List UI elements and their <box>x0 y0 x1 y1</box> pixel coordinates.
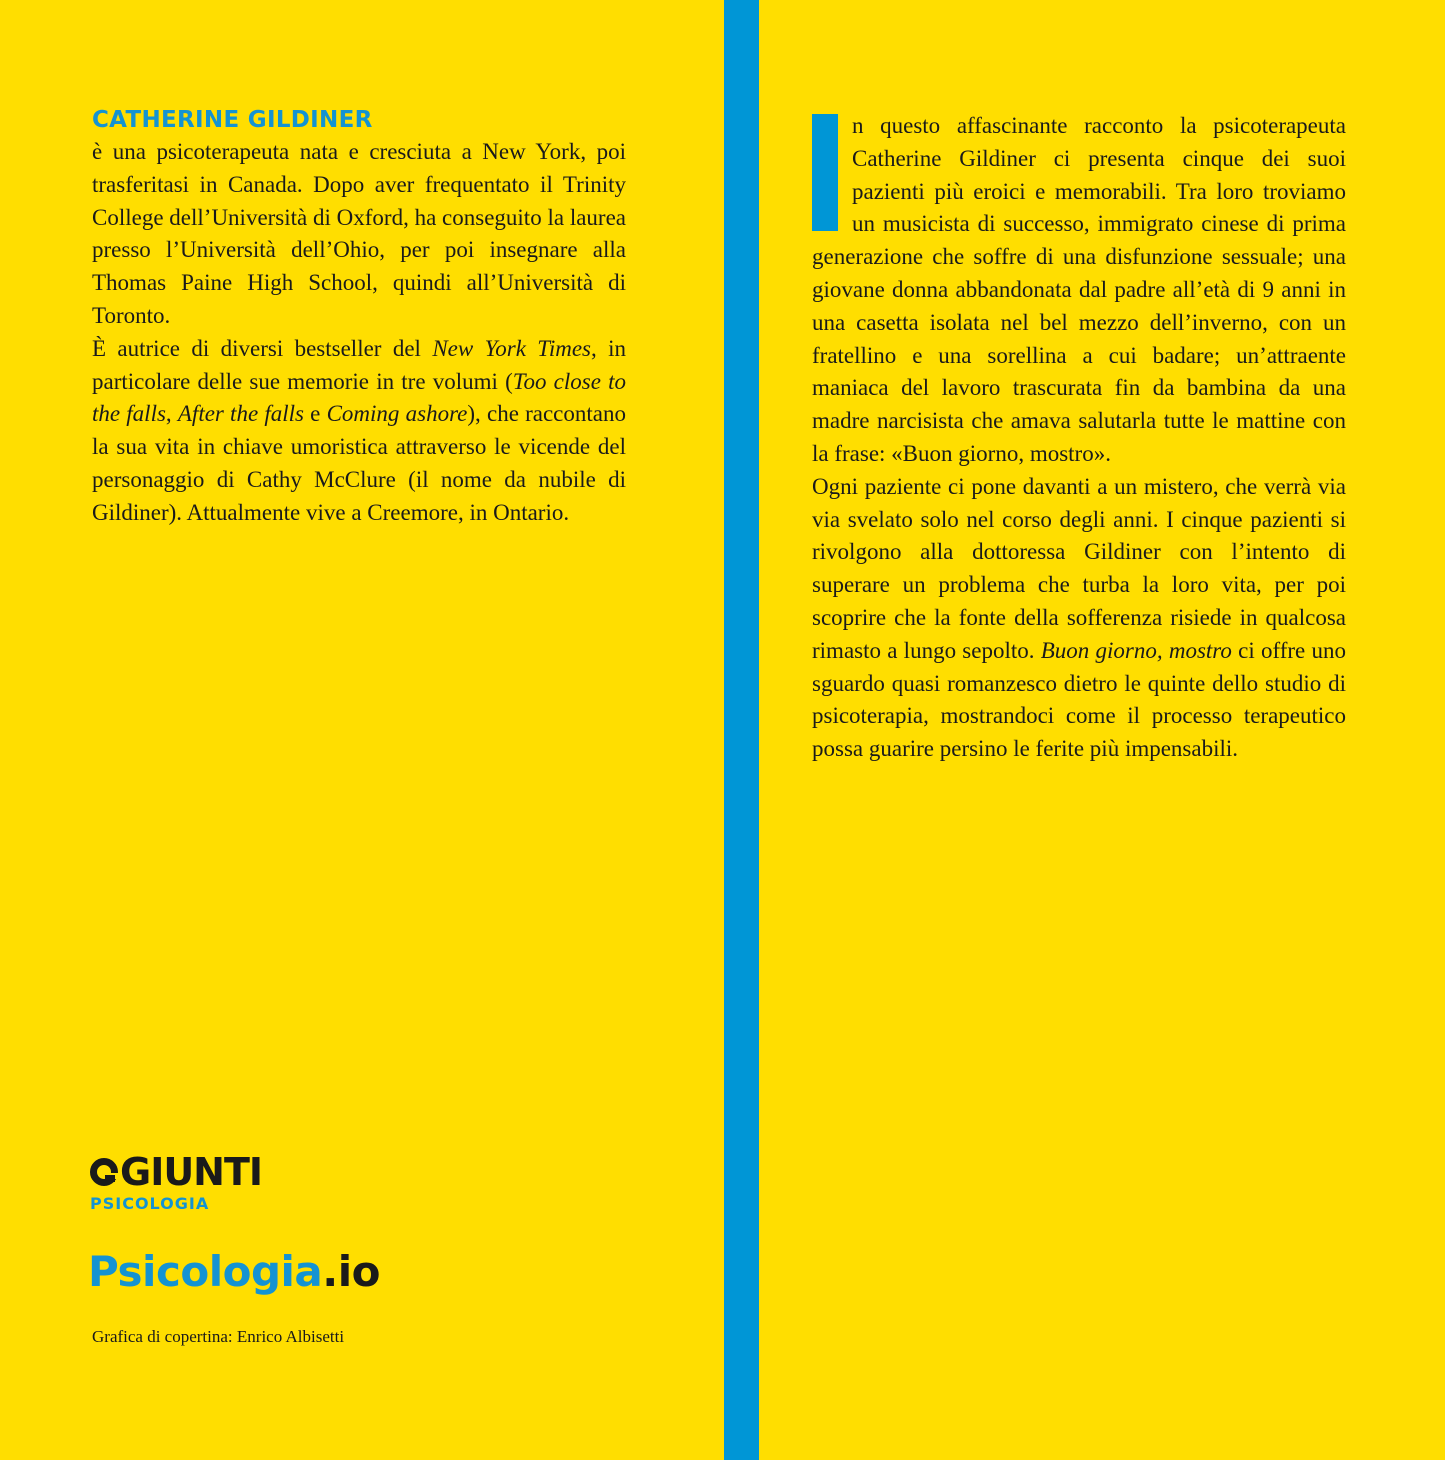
blurb-paragraph-1 <box>812 110 1346 471</box>
giunti-sublabel: PSICOLOGIA <box>90 1194 210 1213</box>
psicologia-word: Psicologia <box>88 1247 323 1296</box>
blurb-book-title: Buon giorno, mostro <box>1040 637 1232 663</box>
bio-book-title: After the falls <box>177 401 304 427</box>
bio-text: , in particolare delle sue memorie in tre volumi ( <box>92 335 626 394</box>
psicologia-tld: .io <box>322 1247 380 1296</box>
dropcap-bar <box>812 114 838 231</box>
bio-newspaper-title: New York Times <box>432 335 591 361</box>
giunti-g-icon <box>90 1158 118 1186</box>
bio-text: È autrice di diversi bestseller del <box>92 335 433 361</box>
bio-paragraph-2 <box>92 333 626 530</box>
giunti-wordmark: GIUNTI <box>120 1150 263 1194</box>
blurb-section <box>812 110 1346 766</box>
dropcap-letter <box>812 114 813 115</box>
bio-book-title: Too close to the falls <box>92 368 627 427</box>
blurb-text: ci offre uno sguardo quasi romanzesco dietro le quinte dello studio di psicoterapia, mostrandoci come il processo terapeutico possa guarire persino le ferite più impensabili. <box>812 637 1346 762</box>
bio-book-title: Coming ashore <box>326 401 468 427</box>
blurb-paragraph-2 <box>812 471 1346 766</box>
spine-stripe <box>724 0 759 1460</box>
bio-text: ), che raccontano la sua vita in chiave umoristica attraverso le vicende del personaggio di Cathy McClure (il nome da nubile di Gildiner). Attualmente vive a Creemore, in Ontario. <box>92 401 626 525</box>
author-section <box>92 104 626 530</box>
psicologia-io-logo <box>88 1244 380 1300</box>
blurb-text: Ogni paziente ci pone davanti a un mistero, che verrà via via svelato solo nel corso degli anni. I cinque pazienti si rivolgono alla dottoressa Gildiner con l’intento di superare un problema che turba la loro vita, per poi scoprire che la fonte della sofferenza risiede in qualcosa rimasto a lungo sepolto. <box>812 473 1346 663</box>
book-blurb <box>812 110 1346 766</box>
bio-paragraph-1: è una psicoterapeuta nata e cresciuta a New York, poi trasferitasi in Canada. Dopo aver frequentato il Trinity College dell’Università di Oxford, ha conseguito la laurea presso l’Università dell’Ohio, per poi insegnare alla Thomas Paine High School, quindi all’Università di Toronto. <box>92 139 626 328</box>
bio-text: , <box>165 401 178 427</box>
author-name: CATHERINE GILDINER <box>92 107 373 133</box>
bio-text: e <box>303 401 327 427</box>
blurb-text: n questo affascinante racconto la psicoterapeuta Catherine Gildiner ci presenta cinque dei suoi pazienti più eroici e memorabili. Tra loro troviamo un musicista di successo, immigrato cinese di prima generazione che soffre di una disfunzione sessuale; una giovane donna abbandonata dal padre all’età di 9 anni in una casetta isolata nel bel mezzo dell’inverno, con un fratellino e una sorellina a cui badare; un’attraente maniaca del lavoro trascurata fin da bambina da una madre narcisista che amava salutarla tutte le mattine con la frase: «Buon giorno, mostro». <box>812 113 1346 466</box>
giunti-psicologia-logo <box>90 1152 290 1214</box>
author-bio <box>92 136 626 530</box>
cover-credit: Grafica di copertina: Enrico Albisetti <box>92 1327 345 1346</box>
